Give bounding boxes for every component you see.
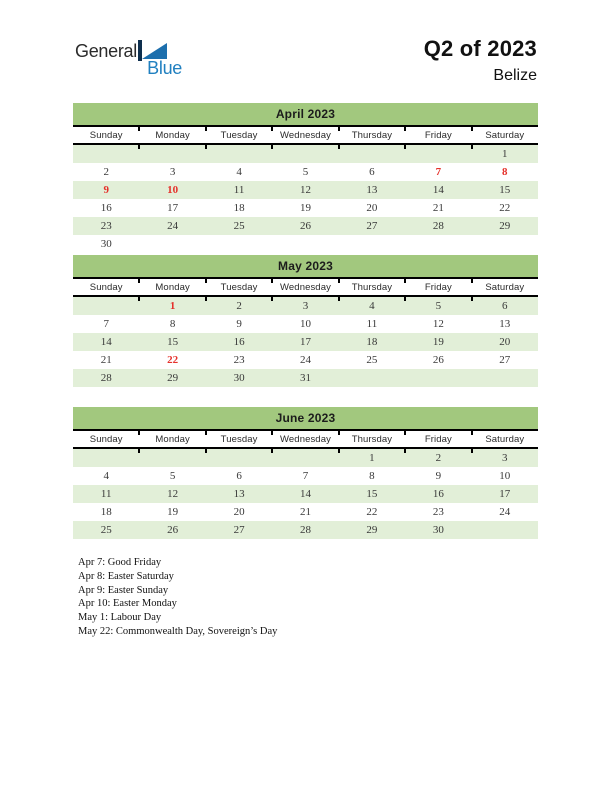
date-cell: 29 xyxy=(167,372,179,384)
date-cell: 24 xyxy=(299,354,311,366)
date-cell: 7 xyxy=(103,318,109,330)
column-tick xyxy=(271,449,273,453)
date-cell: 21 xyxy=(432,202,444,214)
day-name-label: Sunday xyxy=(89,433,123,445)
month-calendar-june xyxy=(73,407,538,539)
day-name-label: Sunday xyxy=(89,281,123,293)
date-cell: 13 xyxy=(233,488,245,500)
column-tick xyxy=(404,449,406,453)
month-title: April 2023 xyxy=(73,103,538,125)
week-row xyxy=(73,163,538,181)
divider xyxy=(73,143,538,145)
day-name-label: Saturday xyxy=(485,129,525,141)
week-row xyxy=(73,217,538,235)
week-row xyxy=(73,467,538,485)
column-tick xyxy=(138,145,140,149)
date-cell: 21 xyxy=(299,506,311,518)
date-cell: 25 xyxy=(366,354,378,366)
week-row xyxy=(73,315,538,333)
date-cell: 30 xyxy=(100,238,112,250)
date-cell: 8 xyxy=(169,318,176,330)
column-tick xyxy=(338,297,340,301)
date-cell: 27 xyxy=(233,524,245,536)
day-name-label: Thursday xyxy=(351,433,393,445)
date-cell: 14 xyxy=(100,336,112,348)
day-name-label: Thursday xyxy=(351,281,393,293)
month-calendar-may xyxy=(73,255,538,387)
week-row xyxy=(73,235,538,253)
date-cell: 29 xyxy=(499,220,511,232)
page-title: Q2 of 2023 xyxy=(423,36,537,61)
date-cell: 3 xyxy=(302,300,309,312)
column-tick xyxy=(471,279,473,283)
date-cell: 14 xyxy=(432,184,444,196)
date-cell: 20 xyxy=(499,336,511,348)
divider xyxy=(73,295,538,297)
column-tick xyxy=(271,127,273,131)
holiday-item: Apr 8: Easter Saturday xyxy=(78,570,174,582)
date-cell: 11 xyxy=(366,318,378,330)
date-cell: 20 xyxy=(233,506,245,518)
week-row xyxy=(73,485,538,503)
date-cell: 15 xyxy=(366,488,378,500)
column-tick xyxy=(205,279,207,283)
date-cell: 16 xyxy=(100,202,112,214)
column-tick xyxy=(338,127,340,131)
date-cell: 17 xyxy=(299,336,311,348)
week-row xyxy=(73,145,538,163)
column-tick xyxy=(205,127,207,131)
logo-text-blue: Blue xyxy=(147,58,182,78)
column-tick xyxy=(205,431,207,435)
column-tick xyxy=(338,279,340,283)
day-names-row xyxy=(73,431,538,447)
holiday-item: Apr 7: Good Friday xyxy=(78,557,162,568)
date-cell: 1 xyxy=(369,452,375,464)
column-tick xyxy=(471,127,473,131)
flag-icon xyxy=(138,40,168,61)
date-cell: 29 xyxy=(366,524,378,536)
column-tick xyxy=(205,145,207,149)
day-name-label: Monday xyxy=(155,281,190,293)
date-cell: 4 xyxy=(369,300,375,312)
date-cell: 14 xyxy=(299,488,311,500)
divider xyxy=(73,447,538,449)
column-tick xyxy=(138,297,140,301)
date-cell: 31 xyxy=(299,372,311,384)
week-row xyxy=(73,333,538,351)
date-cell: 9 xyxy=(435,470,442,482)
month-calendar-april xyxy=(73,103,538,253)
date-cell: 24 xyxy=(499,506,511,518)
date-cell: 23 xyxy=(432,506,444,518)
date-cell: 20 xyxy=(366,202,378,214)
date-cell: 6 xyxy=(502,300,508,312)
column-tick xyxy=(138,279,140,283)
holiday-item: May 1: Labour Day xyxy=(78,612,162,624)
page-header xyxy=(424,36,537,85)
column-tick xyxy=(404,279,406,283)
divider xyxy=(73,277,538,279)
date-cell: 3 xyxy=(169,166,176,178)
date-cell: 8 xyxy=(369,470,375,482)
column-tick xyxy=(404,127,406,131)
day-name-label: Friday xyxy=(424,433,452,445)
date-cell: 5 xyxy=(169,470,176,482)
date-cell: 12 xyxy=(167,488,179,500)
date-cell: 30 xyxy=(432,524,444,536)
date-cell: 9 xyxy=(103,184,109,196)
day-names-row xyxy=(73,279,538,295)
date-cell: 23 xyxy=(233,354,245,366)
date-cell: 18 xyxy=(233,202,245,214)
logo-text-general: General xyxy=(75,41,137,61)
date-cell: 1 xyxy=(502,148,508,160)
column-tick xyxy=(404,145,406,149)
day-name-label: Friday xyxy=(424,129,452,141)
column-tick xyxy=(338,431,340,435)
day-names-row xyxy=(73,127,538,143)
date-cell: 16 xyxy=(233,336,245,348)
date-cell: 28 xyxy=(432,220,444,232)
dates-grid xyxy=(73,145,538,253)
divider xyxy=(73,429,538,431)
day-name-label: Tuesday xyxy=(220,433,258,445)
day-name-label: Wednesday xyxy=(280,129,331,141)
date-cell: 11 xyxy=(100,488,112,500)
date-cell: 3 xyxy=(502,452,508,464)
column-tick xyxy=(404,297,406,301)
date-cell: 13 xyxy=(366,184,378,196)
date-cell: 26 xyxy=(432,354,444,366)
date-cell: 2 xyxy=(236,300,242,312)
week-row xyxy=(73,369,538,387)
flag-triangle-icon xyxy=(142,43,167,59)
day-name-label: Wednesday xyxy=(280,433,331,445)
column-tick xyxy=(271,297,273,301)
date-cell: 4 xyxy=(236,166,242,178)
column-tick xyxy=(205,449,207,453)
dates-grid xyxy=(73,297,538,387)
date-cell: 23 xyxy=(100,220,112,232)
column-tick xyxy=(205,297,207,301)
day-name-label: Friday xyxy=(424,281,452,293)
date-cell: 12 xyxy=(299,184,311,196)
date-cell: 1 xyxy=(169,300,176,312)
day-name-label: Sunday xyxy=(89,129,123,141)
day-name-label: Saturday xyxy=(485,433,525,445)
date-cell: 17 xyxy=(499,488,511,500)
holiday-item: May 22: Commonwealth Day, Sovereign’s Day xyxy=(78,625,278,637)
date-cell: 22 xyxy=(167,354,179,366)
general-blue-logo xyxy=(75,40,185,82)
holiday-item: Apr 9: Easter Sunday xyxy=(78,584,169,596)
date-cell: 15 xyxy=(167,336,179,348)
date-cell: 15 xyxy=(499,184,511,196)
date-cell: 19 xyxy=(167,506,179,518)
date-cell: 25 xyxy=(100,524,112,536)
month-title: May 2023 xyxy=(73,255,538,277)
date-cell: 7 xyxy=(302,470,309,482)
day-name-label: Wednesday xyxy=(280,281,331,293)
date-cell: 10 xyxy=(499,470,511,482)
date-cell: 18 xyxy=(366,336,378,348)
column-tick xyxy=(338,145,340,149)
date-cell: 7 xyxy=(435,166,442,178)
date-cell: 22 xyxy=(366,506,378,518)
date-cell: 6 xyxy=(369,166,375,178)
date-cell: 30 xyxy=(233,372,245,384)
column-tick xyxy=(338,449,340,453)
date-cell: 28 xyxy=(100,372,112,384)
date-cell: 10 xyxy=(167,184,179,196)
date-cell: 21 xyxy=(100,354,112,366)
date-cell: 17 xyxy=(167,202,179,214)
date-cell: 26 xyxy=(167,524,179,536)
date-cell: 24 xyxy=(167,220,179,232)
date-cell: 28 xyxy=(299,524,311,536)
week-row xyxy=(73,181,538,199)
date-cell: 19 xyxy=(299,202,311,214)
date-cell: 19 xyxy=(432,336,444,348)
column-tick xyxy=(404,431,406,435)
week-row xyxy=(73,503,538,521)
day-name-label: Thursday xyxy=(351,129,393,141)
dates-grid xyxy=(73,449,538,539)
date-cell: 18 xyxy=(100,506,112,518)
column-tick xyxy=(271,279,273,283)
date-cell: 12 xyxy=(432,318,444,330)
date-cell: 26 xyxy=(299,220,311,232)
column-tick xyxy=(471,145,473,149)
date-cell: 2 xyxy=(435,452,442,464)
date-cell: 27 xyxy=(366,220,378,232)
day-name-label: Monday xyxy=(155,433,190,445)
week-row xyxy=(73,449,538,467)
day-name-label: Tuesday xyxy=(220,281,258,293)
date-cell: 9 xyxy=(236,318,242,330)
page-subtitle: Belize xyxy=(493,67,537,84)
date-cell: 8 xyxy=(502,166,508,178)
column-tick xyxy=(138,431,140,435)
date-cell: 11 xyxy=(233,184,245,196)
column-tick xyxy=(471,431,473,435)
week-row xyxy=(73,199,538,217)
week-row xyxy=(73,297,538,315)
date-cell: 5 xyxy=(302,166,309,178)
date-cell: 25 xyxy=(233,220,245,232)
column-tick xyxy=(471,449,473,453)
month-title: June 2023 xyxy=(73,407,538,429)
date-cell: 4 xyxy=(103,470,109,482)
column-tick xyxy=(138,449,140,453)
date-cell: 27 xyxy=(499,354,511,366)
date-cell: 16 xyxy=(432,488,444,500)
week-row xyxy=(73,521,538,539)
column-tick xyxy=(271,431,273,435)
date-cell: 2 xyxy=(103,166,109,178)
divider xyxy=(73,125,538,127)
week-row xyxy=(73,351,538,369)
holiday-list xyxy=(78,556,277,639)
column-tick xyxy=(471,297,473,301)
date-cell: 6 xyxy=(236,470,242,482)
date-cell: 5 xyxy=(435,300,442,312)
day-name-label: Saturday xyxy=(485,281,525,293)
day-name-label: Monday xyxy=(155,129,190,141)
holiday-item: Apr 10: Easter Monday xyxy=(78,598,177,610)
date-cell: 22 xyxy=(499,202,511,214)
column-tick xyxy=(138,127,140,131)
date-cell: 10 xyxy=(299,318,311,330)
column-tick xyxy=(271,145,273,149)
date-cell: 13 xyxy=(499,318,511,330)
day-name-label: Tuesday xyxy=(220,129,258,141)
